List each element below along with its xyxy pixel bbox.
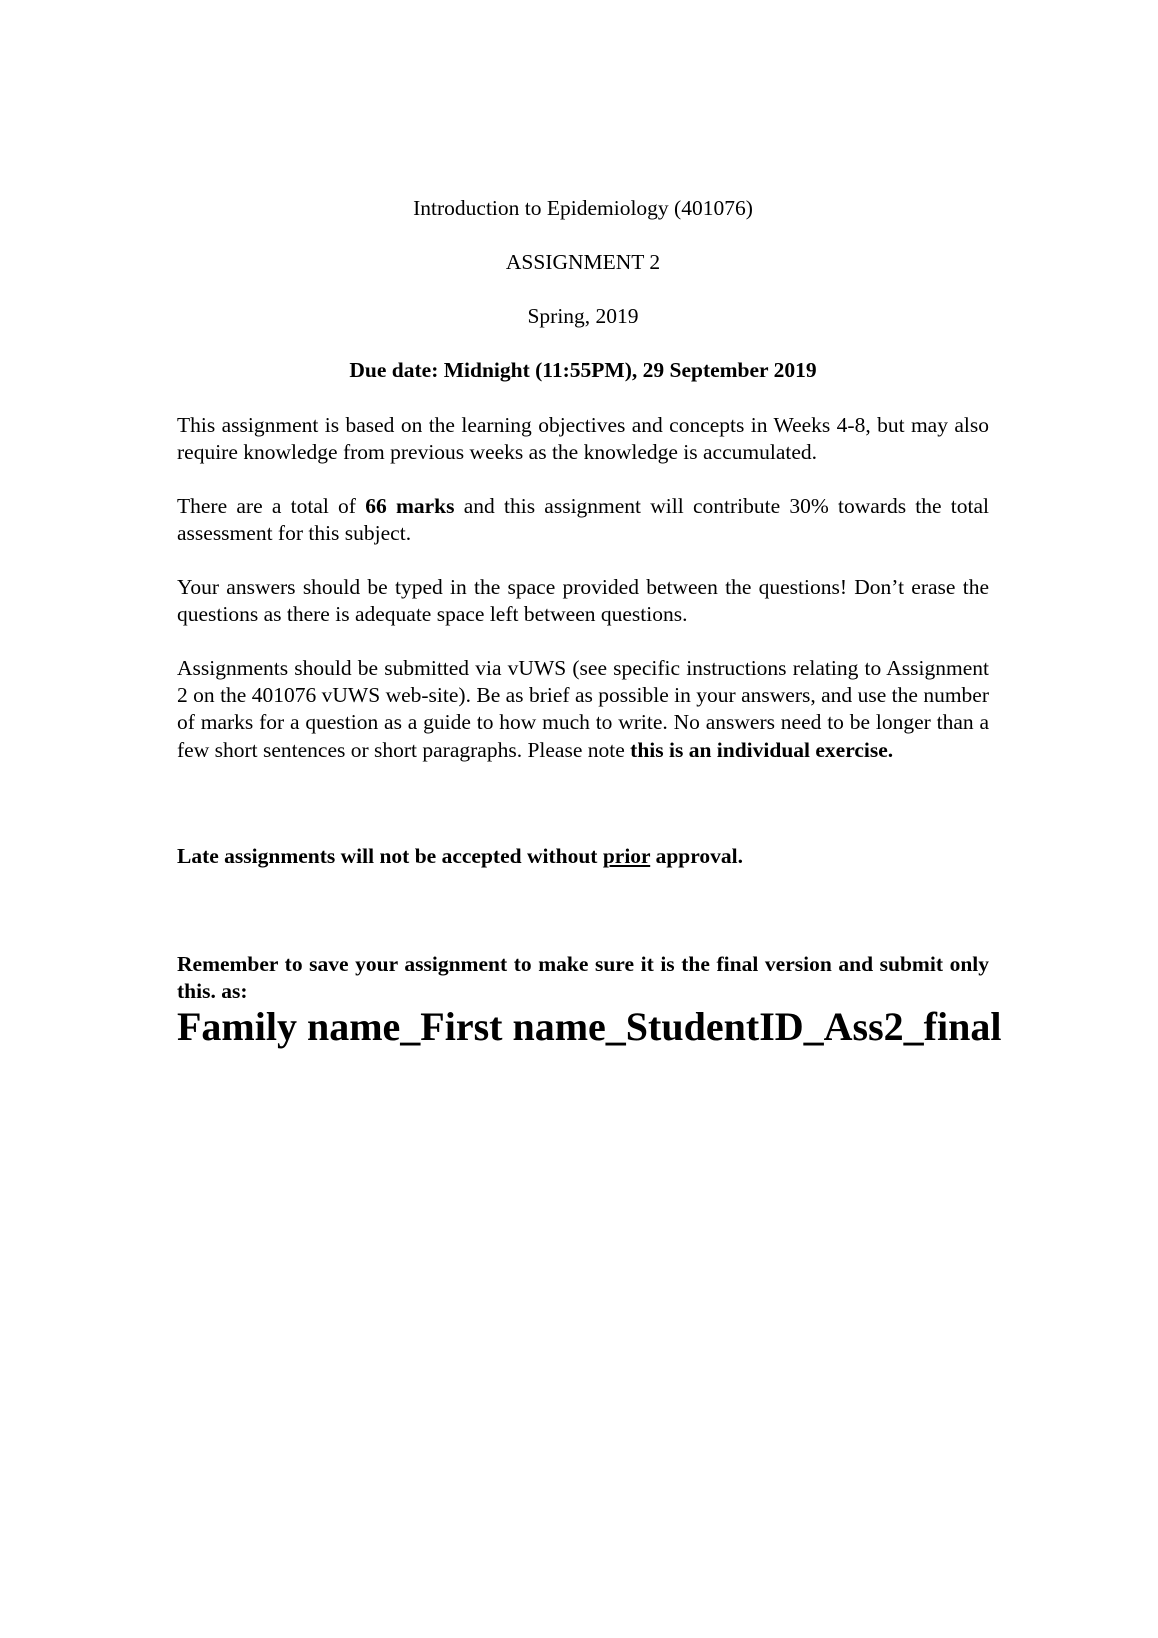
filename-format: Family name_First name_StudentID_Ass2_final — [177, 1004, 1002, 1049]
individual-exercise-note: this is an individual exercise. — [630, 737, 894, 762]
marks-text-before: There are a total of — [177, 494, 366, 518]
course-title: Introduction to Epidemiology (401076) — [413, 196, 753, 220]
assignment-heading: ASSIGNMENT 2 — [505, 250, 661, 274]
term: Spring, 2019 — [527, 304, 639, 328]
submission-text: Assignments should be submitted via vUWS (see specific instructions relating to Assignment 2 on the 401076 vUWS web-site). Be as brief as possible in your answers, and use the number of marks for a question as a guide to how much to write. No answers need to be longer than a few short sentences or short paragraphs. Please note — [177, 656, 989, 762]
late-policy — [177, 843, 989, 870]
answers-paragraph: Your answers should be typed in the space provided between the questions! Don’t erase the questions as there is adequate space left between questions. — [177, 575, 989, 627]
late-prior-underlined: prior — [602, 844, 651, 868]
save-reminder: Remember to save your assignment to make sure it is the final version and submit only this. as: — [177, 952, 989, 1004]
due-date: Due date: Midnight (11:55PM), 29 September 2019 — [349, 358, 817, 382]
late-text-after: approval. — [650, 844, 743, 868]
late-text-before: Late assignments will not be accepted without — [177, 844, 603, 868]
marks-paragraph — [177, 493, 989, 547]
marks-text-after: and this assignment will contribute 30% towards the total assessment for this subject. — [177, 494, 990, 546]
marks-total: 66 marks — [365, 494, 455, 518]
submission-paragraph — [177, 655, 989, 764]
intro-paragraph: This assignment is based on the learning objectives and concepts in Weeks 4-8, but may also require knowledge from previous weeks as the knowledge is accumulated. — [177, 413, 989, 465]
